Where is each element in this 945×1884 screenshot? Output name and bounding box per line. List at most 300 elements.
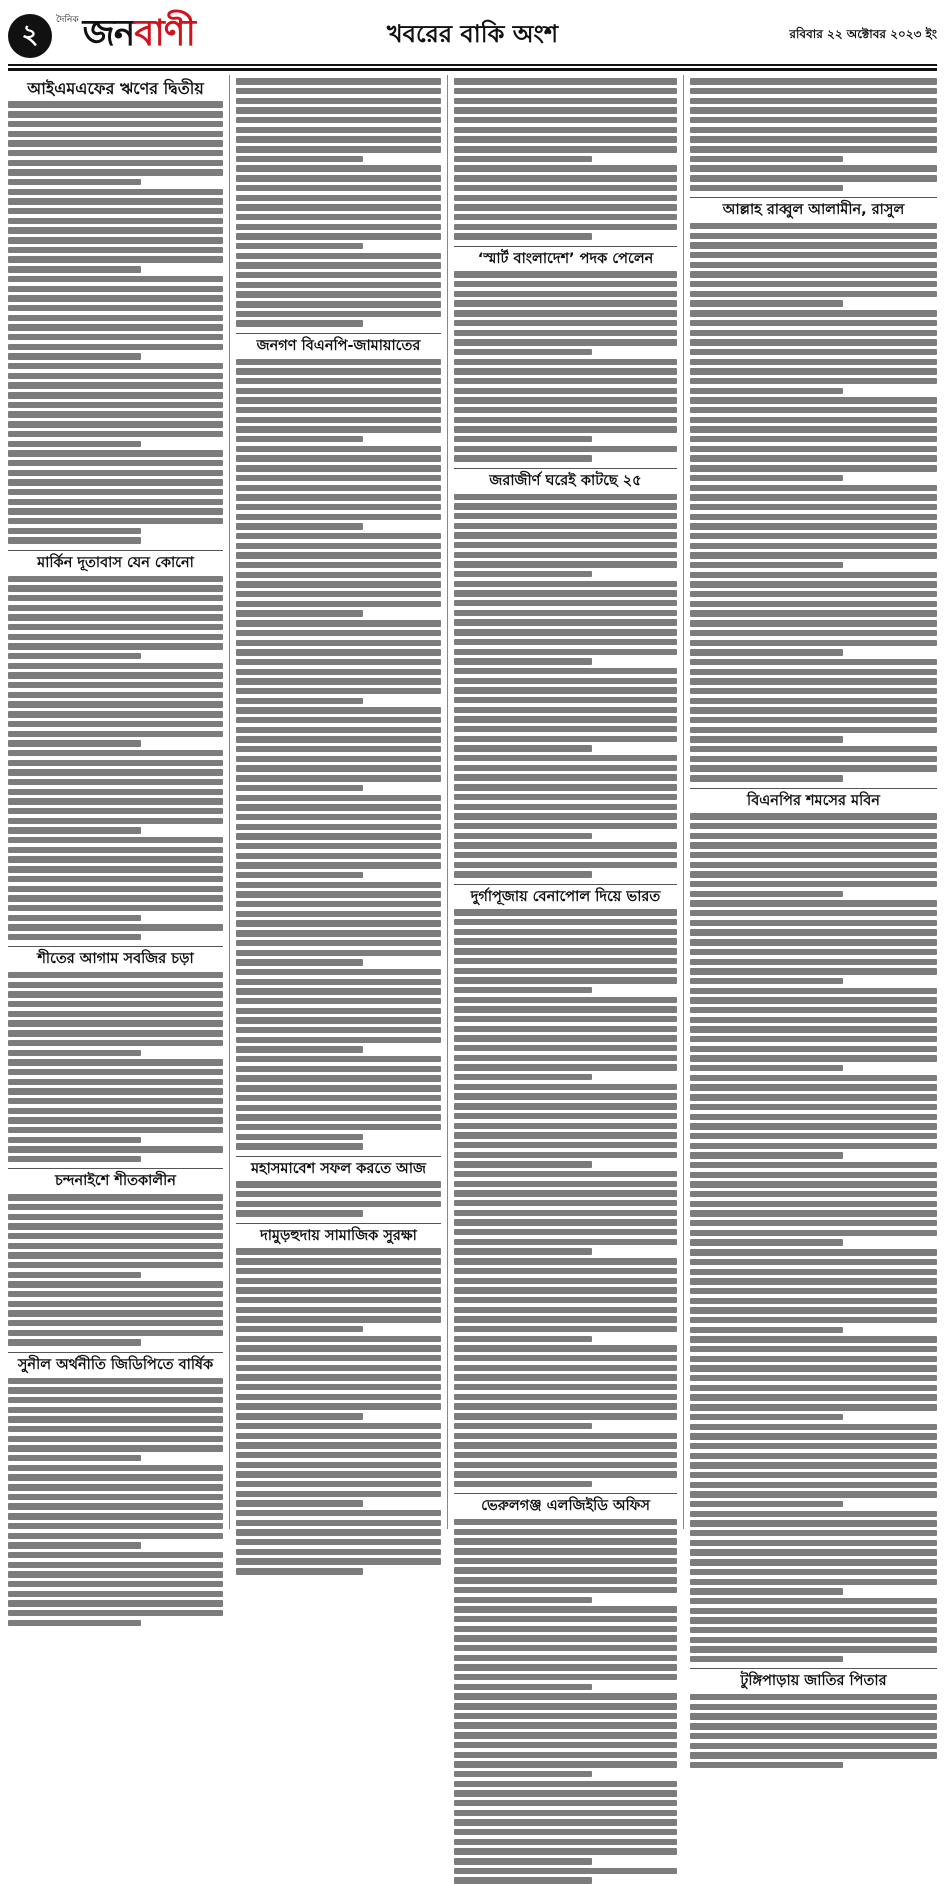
text-line: [454, 494, 677, 500]
text-line: [454, 378, 677, 384]
text-line: [690, 223, 937, 229]
text-line: [236, 1529, 441, 1535]
text-line: [454, 1384, 677, 1390]
text-line: [454, 1258, 677, 1264]
text-line: [454, 919, 677, 925]
story: [454, 1493, 677, 1884]
text-line: [8, 402, 223, 408]
text-line: [236, 407, 441, 413]
text-line: [690, 98, 937, 104]
text-line: [690, 1075, 937, 1081]
text-line: [690, 1549, 937, 1555]
text-line: [236, 204, 441, 210]
text-line: [236, 127, 441, 133]
text-line: [454, 1655, 677, 1661]
text-line: [236, 1037, 441, 1043]
story-divider: [454, 246, 677, 247]
text-line: [690, 765, 937, 771]
text-line: [236, 727, 441, 733]
text-line: [236, 485, 441, 491]
text-line: [236, 233, 441, 239]
text-line: [236, 765, 441, 771]
text-line: [8, 1503, 223, 1509]
text-line: [236, 1539, 441, 1545]
text-line: [690, 1191, 937, 1197]
text-line: [454, 1055, 677, 1061]
text-line: [454, 1442, 677, 1448]
text-line: [8, 518, 223, 524]
paper-logo: [8, 6, 238, 66]
text-line: [454, 310, 677, 316]
text-line: [690, 1327, 843, 1333]
text-line: [454, 1722, 677, 1728]
text-line: [454, 929, 677, 935]
text-line: [690, 1752, 937, 1758]
text-line: [8, 1069, 223, 1075]
text-line: [236, 640, 441, 646]
text-line: [8, 731, 223, 737]
text-line: [454, 765, 677, 771]
masthead-rule: [8, 68, 937, 71]
text-line: [454, 581, 677, 587]
text-line: [454, 1103, 677, 1109]
text-line: [454, 291, 677, 297]
text-line: [236, 562, 441, 568]
text-line: [454, 1693, 677, 1699]
text-line: [8, 672, 223, 678]
text-line: [690, 891, 843, 897]
text-line: [8, 1079, 223, 1085]
text-line: [8, 1050, 141, 1056]
text-line: [454, 1219, 677, 1225]
text-line: [690, 842, 937, 848]
text-line: [454, 1664, 677, 1670]
page-number-badge: ২: [8, 14, 52, 58]
text-line: [8, 1436, 223, 1442]
text-line: [8, 237, 223, 243]
text-line: [8, 363, 223, 369]
text-line: [236, 1017, 441, 1023]
text-line: [236, 311, 441, 317]
text-line: [454, 320, 677, 326]
text-line: [690, 1162, 937, 1168]
text-line: [8, 160, 223, 166]
text-line: [690, 1375, 937, 1381]
text-line: [690, 107, 937, 113]
text-line: [454, 862, 677, 868]
text-line: [454, 1229, 677, 1235]
text-line: [690, 1394, 937, 1400]
text-line: [8, 653, 141, 659]
text-line: [8, 779, 223, 785]
text-line: [454, 1200, 677, 1206]
text-line: [690, 1656, 843, 1662]
text-line: [236, 195, 441, 201]
text-line: [236, 1201, 441, 1207]
text-line: [690, 649, 843, 655]
text-line: [454, 195, 677, 201]
text-line: [690, 1249, 937, 1255]
text-line: [236, 930, 441, 936]
text-line: [454, 1093, 677, 1099]
text-line: [8, 1108, 223, 1114]
text-line: [236, 455, 441, 461]
text-line: [454, 1761, 677, 1767]
text-line: [8, 895, 223, 901]
text-line: [690, 1152, 843, 1158]
text-line: [454, 1481, 592, 1487]
text-line: [236, 1423, 441, 1429]
text-line: [8, 605, 223, 611]
text-line: [690, 1723, 937, 1729]
text-line: [454, 146, 677, 152]
text-line: [236, 504, 441, 510]
text-line: [8, 837, 223, 843]
text-line: [690, 330, 937, 336]
text-line: [690, 1026, 937, 1032]
text-line: [236, 1287, 441, 1293]
text-line: [236, 998, 441, 1004]
column-1: [8, 75, 230, 1529]
text-line: [690, 1017, 937, 1023]
story-body: [454, 1519, 677, 1884]
text-line: [690, 1288, 937, 1294]
story: [236, 1156, 441, 1217]
text-line: [454, 833, 592, 839]
text-line: [236, 1181, 441, 1187]
text-line: [236, 1191, 441, 1197]
text-line: [454, 1161, 592, 1167]
text-line: [690, 1307, 937, 1313]
text-line: [236, 78, 441, 84]
text-line: [236, 862, 441, 868]
text-line: [454, 1433, 677, 1439]
text-line: [236, 620, 441, 626]
text-line: [690, 485, 937, 491]
text-line: [236, 107, 441, 113]
text-line: [236, 426, 441, 432]
text-line: [690, 262, 937, 268]
text-line: [8, 1591, 223, 1597]
story: [690, 788, 937, 1663]
text-line: [8, 266, 141, 272]
text-line: [454, 1674, 677, 1680]
text-line: [236, 950, 441, 956]
text-line: [236, 320, 363, 326]
text-line: [8, 111, 223, 117]
text-line: [454, 1597, 592, 1603]
story: [8, 550, 223, 941]
text-line: [8, 886, 223, 892]
story-divider: [8, 1168, 223, 1169]
text-line: [454, 1210, 677, 1216]
text-line: [454, 1742, 677, 1748]
text-line: [690, 136, 937, 142]
text-line: [8, 769, 223, 775]
text-line: [8, 295, 223, 301]
text-line: [454, 938, 677, 944]
text-line: [8, 450, 223, 456]
text-line: [454, 542, 677, 548]
text-line: [454, 330, 677, 336]
text-line: [236, 1134, 363, 1140]
text-line: [8, 1117, 223, 1123]
text-line: [454, 871, 592, 877]
text-line: [236, 214, 441, 220]
story-divider: [8, 946, 223, 947]
text-line: [454, 1577, 677, 1583]
text-line: [454, 658, 592, 664]
text-line: [454, 1606, 677, 1612]
text-line: [454, 948, 677, 954]
text-line: [454, 426, 677, 432]
text-line: [236, 359, 441, 365]
text-line: [690, 1588, 843, 1594]
text-line: [8, 479, 223, 485]
text-line: [8, 382, 223, 388]
text-line: [454, 417, 677, 423]
text-line: [236, 1403, 441, 1409]
text-line: [236, 1462, 441, 1468]
text-line: [236, 882, 441, 888]
text-line: [8, 934, 141, 940]
text-line: [690, 1608, 937, 1614]
text-line: [8, 189, 223, 195]
text-line: [690, 165, 937, 171]
story-body: [8, 972, 223, 1162]
text-line: [8, 1610, 223, 1616]
text-line: [454, 1171, 677, 1177]
text-line: [454, 909, 677, 915]
text-line: [454, 1839, 677, 1845]
text-line: [236, 833, 441, 839]
text-line: [454, 446, 677, 452]
story-headline: জনগণ বিএনপি-জামায়াতের: [256, 337, 421, 354]
text-line: [690, 368, 937, 374]
text-line: [690, 1511, 937, 1517]
text-line: [454, 668, 677, 674]
text-line: [8, 344, 223, 350]
text-line: [8, 1252, 223, 1258]
story-body: [236, 1248, 441, 1574]
text-line: [236, 610, 363, 616]
text-line: [8, 218, 223, 224]
text-line: [8, 150, 223, 156]
text-line: [236, 1046, 363, 1052]
text-line: [454, 513, 677, 519]
text-line: [8, 1416, 223, 1422]
text-line: [236, 843, 441, 849]
text-line: [454, 1877, 592, 1883]
text-line: [8, 1533, 223, 1539]
story: [8, 79, 223, 544]
text-line: [690, 271, 937, 277]
text-line: [690, 1269, 937, 1275]
text-line: [236, 185, 441, 191]
text-line: [8, 798, 223, 804]
text-line: [8, 101, 223, 107]
text-line: [690, 233, 937, 239]
text-line: [690, 320, 937, 326]
text-line: [236, 659, 441, 665]
text-line: [454, 397, 677, 403]
text-line: [8, 1214, 223, 1220]
text-line: [454, 523, 677, 529]
text-line: [236, 979, 441, 985]
text-line: [690, 1501, 843, 1507]
text-line: [454, 1123, 677, 1129]
story-divider: [236, 1223, 441, 1224]
text-line: [690, 127, 937, 133]
text-line: [454, 214, 677, 220]
text-line: [454, 1268, 677, 1274]
text-line: [454, 271, 677, 277]
text-line: [454, 1413, 677, 1419]
text-line: [454, 388, 677, 394]
text-line: [690, 717, 937, 723]
text-line: [236, 1027, 441, 1033]
text-line: [690, 1491, 937, 1497]
story-headline: দুর্গাপূজায় বেনাপোল দিয়ে ভারত: [470, 888, 661, 905]
story-body: [8, 101, 223, 543]
text-line: [236, 1143, 363, 1149]
text-line: [690, 1472, 937, 1478]
text-line: [454, 571, 592, 577]
story: [454, 468, 677, 878]
text-line: [236, 514, 441, 520]
text-line: [236, 224, 441, 230]
text-line: [690, 900, 937, 906]
text-line: [8, 528, 141, 534]
text-line: [236, 717, 441, 723]
text-line: [690, 1084, 937, 1090]
text-line: [8, 692, 223, 698]
text-line: [690, 291, 937, 297]
text-line: [8, 585, 223, 591]
text-line: [454, 745, 592, 751]
paper-small-label: দৈনিক: [56, 15, 79, 25]
text-line: [8, 1001, 223, 1007]
text-line: [690, 185, 843, 191]
text-line: [236, 1365, 441, 1371]
text-line: [690, 504, 937, 510]
section-title: খবরের বাকি অংশ: [386, 20, 559, 48]
text-line: [690, 407, 937, 413]
text-line: [8, 866, 223, 872]
text-line: [236, 253, 441, 259]
story-headline: ভেরুলগঞ্জ এলজিইডি অফিস: [481, 1498, 650, 1515]
text-line: [690, 146, 937, 152]
text-line: [236, 156, 363, 162]
text-line: [8, 972, 223, 978]
text-line: [690, 1762, 843, 1768]
text-line: [454, 639, 677, 645]
text-line: [8, 324, 223, 330]
text-line: [690, 465, 937, 471]
text-line: [690, 417, 937, 423]
text-line: [8, 1494, 223, 1500]
text-line: [8, 1465, 223, 1471]
text-line: [690, 1520, 937, 1526]
text-line: [454, 1374, 677, 1380]
text-line: [454, 552, 677, 558]
text-line: [8, 924, 223, 930]
text-line: [8, 1542, 141, 1548]
text-line: [454, 1365, 677, 1371]
text-line: [236, 804, 441, 810]
story: [690, 1668, 937, 1768]
text-line: [8, 1387, 223, 1393]
text-line: [454, 678, 677, 684]
text-line: [690, 1704, 937, 1710]
text-line: [8, 460, 223, 466]
text-line: [690, 1143, 937, 1149]
text-line: [454, 987, 592, 993]
text-line: [690, 1694, 937, 1700]
text-line: [8, 915, 141, 921]
text-line: [454, 813, 677, 819]
text-line: [454, 407, 677, 413]
story-body: [236, 78, 441, 327]
story-body: [690, 78, 937, 191]
text-line: [236, 1008, 441, 1014]
text-line: [8, 1030, 223, 1036]
text-line: [8, 315, 223, 321]
text-line: [690, 1579, 937, 1585]
text-line: [454, 977, 677, 983]
text-line: [8, 576, 223, 582]
story: [454, 884, 677, 1488]
text-line: [454, 1529, 677, 1535]
text-line: [454, 1829, 677, 1835]
text-line: [454, 1558, 677, 1564]
text-line: [8, 1291, 223, 1297]
text-line: [690, 1065, 843, 1071]
text-line: [236, 959, 363, 965]
text-line: [690, 929, 937, 935]
story-divider: [454, 884, 677, 885]
text-line: [690, 1733, 937, 1739]
text-line: [690, 359, 937, 365]
story-headline: দামুড়হুদায় সামাজিক সুরক্ষা: [260, 1227, 417, 1244]
text-line: [236, 262, 441, 268]
text-line: [8, 1310, 223, 1316]
text-line: [690, 678, 937, 684]
text-line: [454, 136, 677, 142]
text-line: [236, 1355, 441, 1361]
text-line: [236, 1056, 441, 1062]
text-line: [236, 1278, 441, 1284]
text-line: [8, 663, 223, 669]
text-line: [690, 1617, 937, 1623]
text-line: [236, 1066, 441, 1072]
text-line: [8, 121, 223, 127]
text-line: [236, 969, 441, 975]
text-line: [690, 1094, 937, 1100]
text-line: [454, 697, 677, 703]
story-headline: চন্দনাইশে শীতকালীন: [55, 1173, 176, 1190]
text-line: [454, 1790, 677, 1796]
text-line: [236, 872, 363, 878]
text-line: [690, 756, 937, 762]
text-line: [690, 1239, 843, 1245]
text-line: [454, 726, 677, 732]
text-line: [454, 1326, 677, 1332]
text-line: [236, 523, 363, 529]
text-line: [454, 600, 677, 606]
text-line: [454, 281, 677, 287]
text-line: [454, 117, 677, 123]
